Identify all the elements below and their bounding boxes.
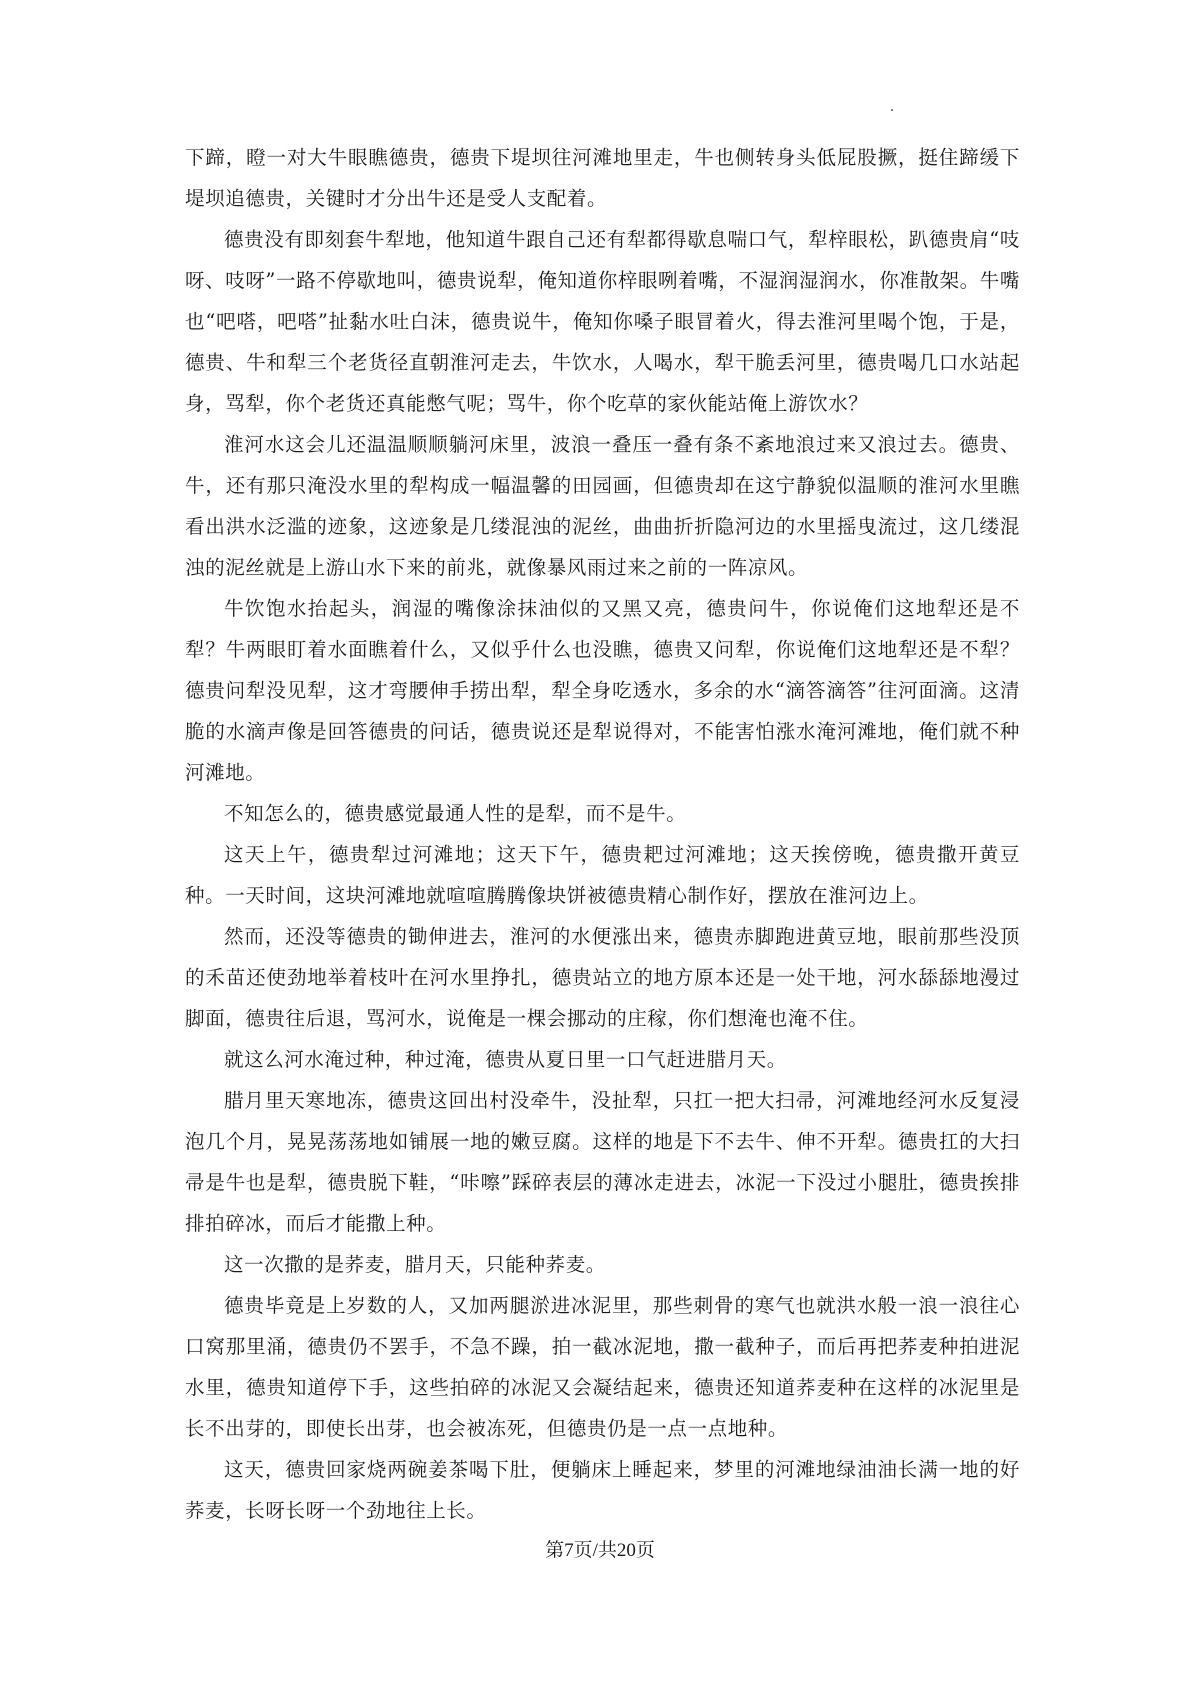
paragraph: 这天上午，德贵犁过河滩地；这天下午，德贵耙过河滩地；这天挨傍晚，德贵撒开黄豆种。一天时间，这块河滩地就喧喧腾腾像块饼被德贵精心制作好，摆放在淮河边上。: [185, 843, 1020, 907]
paragraph: 这天，德贵回家烧两碗姜茶喝下肚，便躺床上睡起来，梦里的河滩地绿油油长满一地的好荞麦，长呀长呀一个劲地往上长。: [185, 1458, 1020, 1522]
paragraph: 这一次撒的是荞麦，腊月天，只能种荞麦。: [224, 1253, 606, 1276]
paragraph: 德贵没有即刻套牛犁地，他知道牛跟自己还有犁都得歇息喘口气，犁梓眼松，趴德贵肩“吱呀、吱呀”一路不停歇地叫，德贵说犁，俺知道你梓眼咧着嘴，不湿润湿润水，你准散架。牛嘴也“吧嗒，吧嗒”扯黏水吐白沫，德贵说牛，俺知你嗓子眼冒着火，得去淮河里喝个饱，于是，德贵、牛和犁三个老货径直朝淮河走去，牛饮水，人喝水，犁干脆丢河里，德贵喝几口水站起身，骂犁，你个老货还真能憋气呢；骂牛，你个吃草的家伙能站俺上游饮水？: [185, 228, 1020, 415]
paragraph-continuation: 下蹄，瞪一对大牛眼瞧德贵，德贵下堤坝往河滩地里走，牛也侧转身头低屁股撅，挺住蹄缓下堤坝追德贵，关键时才分出牛还是受人支配着。: [185, 146, 1020, 210]
paragraph: 淮河水这会儿还温温顺顺躺河床里，波浪一叠压一叠有条不紊地浪过来又浪过去。德贵、牛，还有那只淹没水里的犁构成一幅温馨的田园画，但德贵却在这宁静貌似温顺的淮河水里瞧看出洪水泛滥的迹象，这迹象是几缕混浊的泥丝，曲曲折折隐河边的水里摇曳流过，这几缕混浊的泥丝就是上游山水下来的前兆，就像暴风雨过来之前的一阵凉风。: [185, 433, 1020, 579]
paragraph: 不知怎么的，德贵感觉最通人性的是犁，而不是牛。: [224, 802, 687, 825]
article-body: [185, 137, 1020, 1531]
paragraph: 牛饮饱水抬起头，润湿的嘴像涂抹油似的又黑又亮，德贵问牛，你说俺们这地犁还是不犁？牛两眼盯着水面瞧着什么，又似乎什么也没瞧，德贵又问犁，你说俺们这地犁还是不犁？德贵问犁没见犁，这才弯腰伸手捞出犁，犁全身吃透水，多余的水“滴答滴答”往河面滴。这清脆的水滴声像是回答德贵的问话，德贵说还是犁说得对，不能害怕涨水淹河滩地，俺们就不种河滩地。: [185, 597, 1020, 784]
paragraph: 然而，还没等德贵的锄伸进去，淮河的水便涨出来，德贵赤脚跑进黄豆地，眼前那些没顶的禾苗还使劲地举着枝叶在河水里挣扎，德贵站立的地方原本还是一处干地，河水舔舔地漫过脚面，德贵往后退，骂河水，说俺是一棵会挪动的庄稼，你们想淹也淹不住。: [185, 925, 1020, 1030]
paragraph: 就这么河水淹过种，种过淹，德贵从夏日里一口气赶进腊月天。: [224, 1048, 787, 1071]
page-number-footer: 第7页/共20页: [545, 1540, 655, 1561]
paragraph: 德贵毕竟是上岁数的人，又加两腿淤进冰泥里，那些刺骨的寒气也就洪水般一浪一浪往心口窝那里涌，德贵仍不罢手，不急不躁，拍一截冰泥地，撒一截种子，而后再把荞麦种拍进泥水里，德贵知道停下手，这些拍碎的冰泥又会凝结起来，德贵还知道荞麦种在这样的冰泥里是长不出芽的，即使长出芽，也会被冻死，但德贵仍是一点一点地种。: [185, 1294, 1020, 1440]
scan-speck: [891, 109, 893, 111]
paragraph: 腊月里天寒地冻，德贵这回出村没牵牛，没扯犁，只扛一把大扫帚，河滩地经河水反复浸泡几个月，晃晃荡荡地如铺展一地的嫩豆腐。这样的地是下不去牛、伸不开犁。德贵扛的大扫帚是牛也是犁，德贵脱下鞋，“咔嚓”踩碎表层的薄冰走进去，冰泥一下没过小腿肚，德贵挨排排拍碎冰，而后才能撒上种。: [185, 1089, 1020, 1235]
